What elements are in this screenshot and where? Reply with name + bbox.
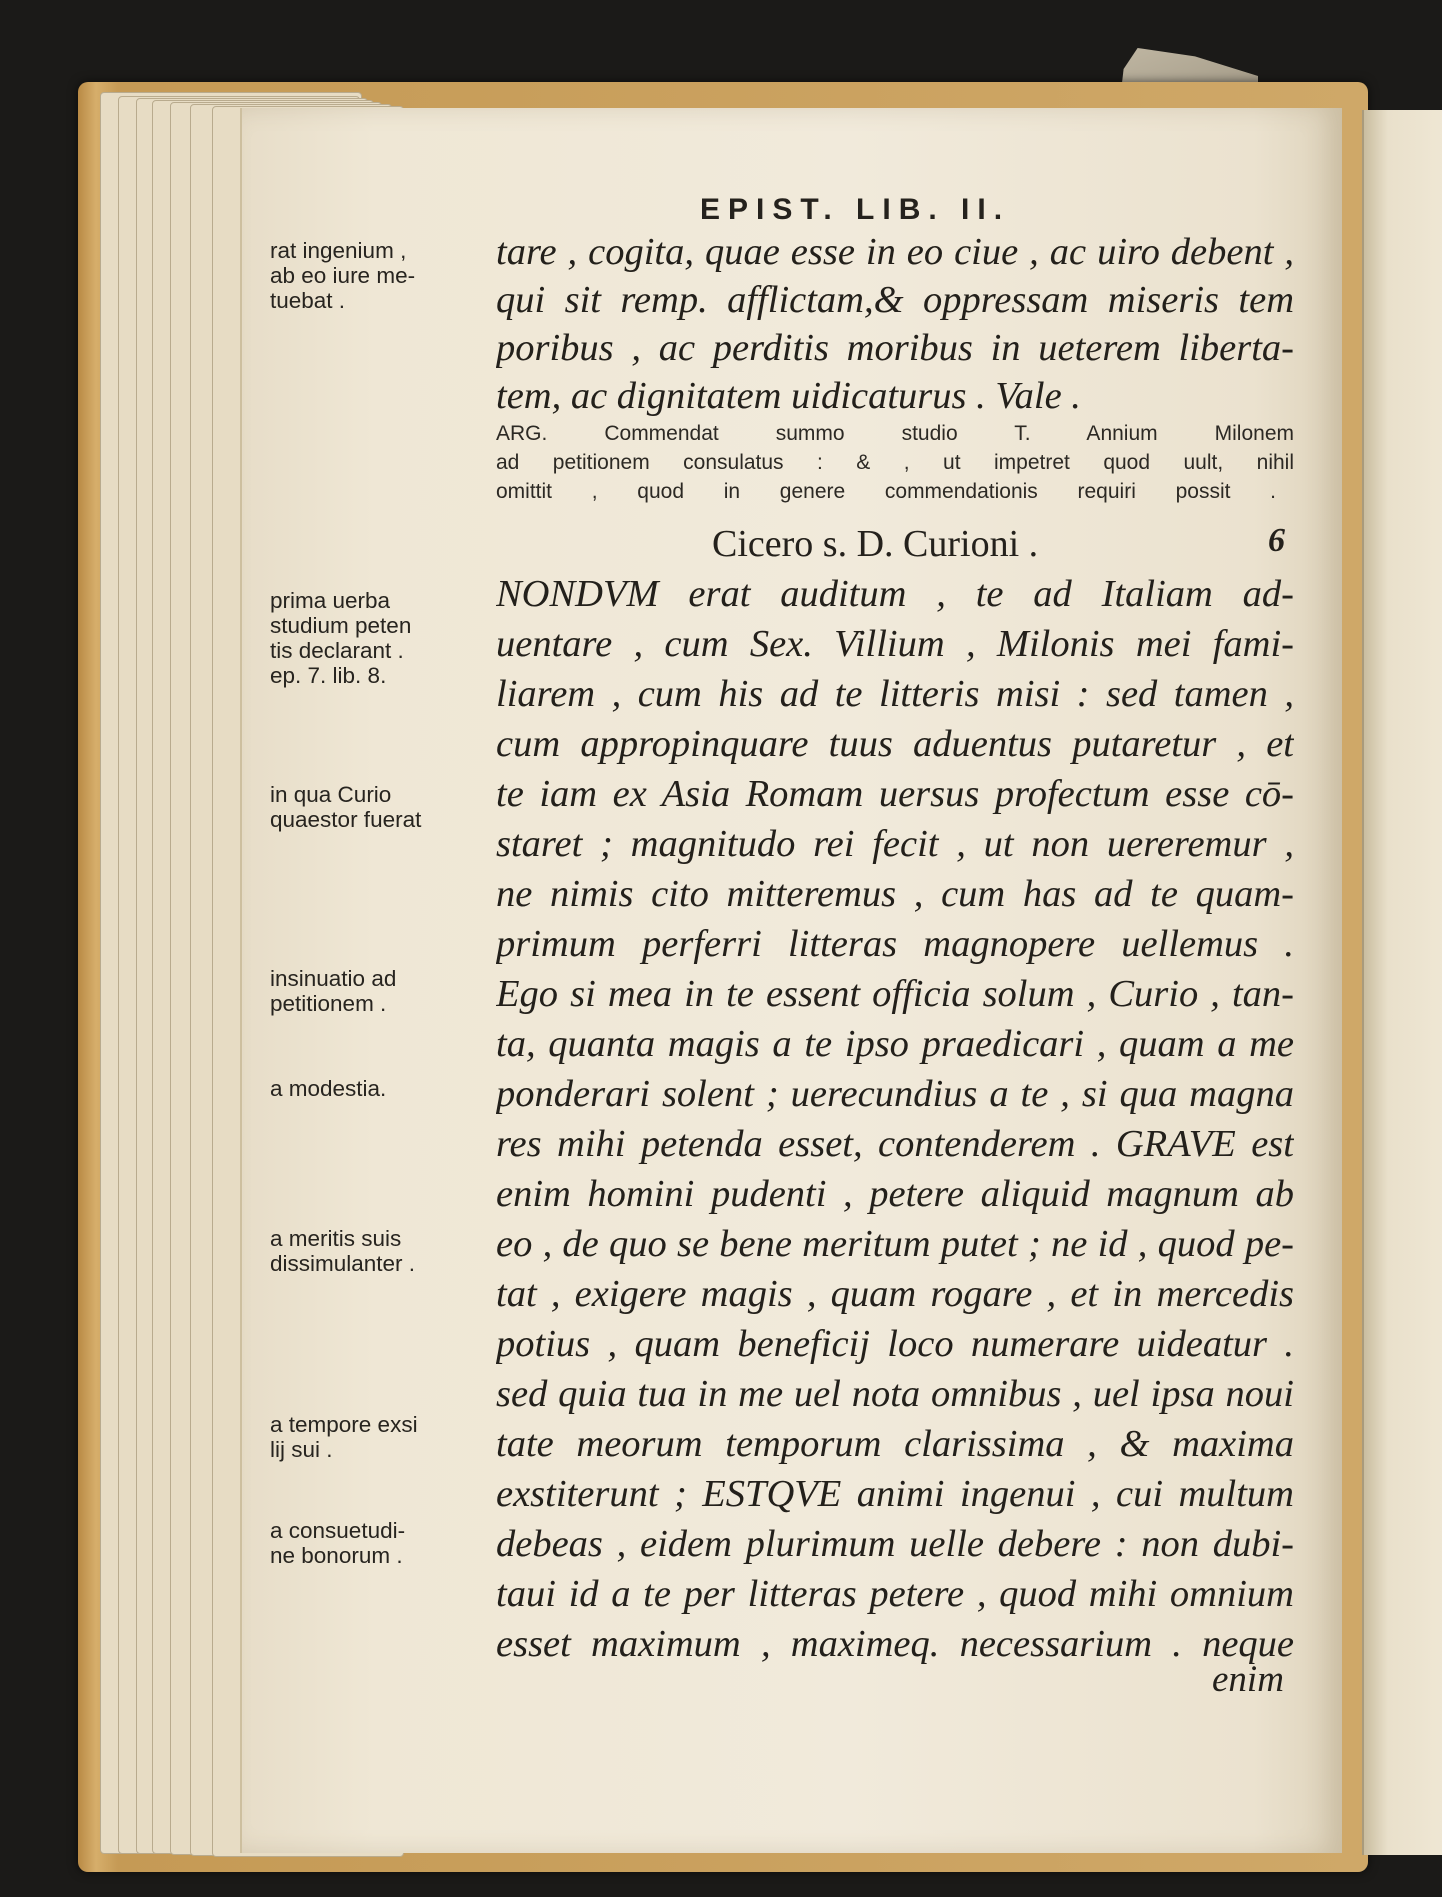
catchword: enim [1212, 1659, 1284, 1700]
text-line: uentare , cum Sex. Villium , Milonis mei fami- [496, 623, 1294, 665]
text-line: NONDVM erat auditum , te ad Italiam ad- [496, 573, 1294, 615]
margin-note-line: ab eo iure me- [270, 263, 416, 288]
letter-heading: Cicero s. D. Curioni . [712, 523, 1039, 565]
text-line: qui sit remp. afflictam,& oppressam miseris tem [496, 279, 1294, 321]
running-head: EPIST. LIB. II. [700, 193, 1011, 226]
margin-note-line: dissimulanter . [270, 1251, 416, 1276]
margin-note [270, 588, 490, 688]
text-line: primum perferri litteras magnopere uellemus . [496, 923, 1294, 965]
argument-line: ad petitionem consulatus : & , ut impetret quod uult, nihil [496, 451, 1294, 474]
text-line: ne nimis cito mitteremus , cum has ad te quam- [496, 873, 1294, 915]
text-line: taui id a te per litteras petere , quod mihi omnium [496, 1573, 1294, 1615]
margin-note [270, 966, 490, 1016]
text-line: sed quia tua in me uel nota omnibus , uel ipsa noui [496, 1373, 1294, 1415]
margin-note-line: lij sui . [270, 1437, 333, 1462]
text-line: poribus , ac perditis moribus in ueterem liberta- [496, 327, 1294, 369]
text-line: esset maximum , maximeq. necessarium . neque [496, 1623, 1294, 1665]
text-line: debeas , eidem plurimum uelle debere : non dubi- [496, 1523, 1294, 1565]
margin-note [270, 1518, 490, 1568]
margin-note [270, 1226, 490, 1276]
text-line: tate meorum temporum clarissima , & maxima [496, 1423, 1294, 1465]
margin-note-line: insinuatio ad [270, 966, 397, 991]
argument-line: ARG. Commendat summo studio T. Annium Milonem [496, 422, 1294, 445]
text-line: res mihi petenda esset, contenderem . GRAVE est [496, 1123, 1294, 1165]
margin-note-line: tis declarant . [270, 638, 404, 663]
argument-line: omittit , quod in genere commendationis requiri possit . [496, 480, 1276, 503]
margin-note-line: ep. 7. lib. 8. [270, 663, 387, 688]
margin-note-line: in qua Curio [270, 782, 392, 807]
text-line: enim homini pudenti , petere aliquid magnum ab [496, 1173, 1294, 1215]
margin-note [270, 782, 490, 832]
margin-note [270, 1076, 490, 1101]
margin-note-line: prima uerba [270, 588, 391, 613]
text-line: liarem , cum his ad te litteris misi : sed tamen , [496, 673, 1294, 715]
text-line: te iam ex Asia Romam uersus profectum esse cō- [496, 773, 1294, 815]
text-line: Ego si mea in te essent officia solum , Curio , tan- [496, 973, 1294, 1015]
text-line: staret ; magnitudo rei fecit , ut non uereremur , [496, 823, 1294, 865]
text-line: ponderari solent ; uerecundius a te , si qua magna [496, 1073, 1294, 1115]
margin-note-line: a modestia. [270, 1076, 387, 1101]
text-line: cum appropinquare tuus aduentus putaretur , et [496, 723, 1294, 765]
margin-note-line: quaestor fuerat [270, 807, 422, 832]
text-line: eo , de quo se bene meritum putet ; ne id , quod pe- [496, 1223, 1294, 1265]
margin-note-line: tuebat . [270, 288, 346, 313]
margin-note-line: petitionem . [270, 991, 387, 1016]
margin-note-line: a consuetudi- [270, 1518, 406, 1543]
text-line: exstiterunt ; ESTQVE animi ingenui , cui multum [496, 1473, 1294, 1515]
margin-note-line: a meritis suis [270, 1226, 402, 1251]
text-line: tare , cogita, quae esse in eo ciue , ac uiro debent , [496, 231, 1294, 273]
margin-note-line: rat ingenium , [270, 238, 407, 263]
text-line: ta, quanta magis a te ipso praedicari , quam a me [496, 1023, 1294, 1065]
text-line: tat , exigere magis , quam rogare , et in mercedis [496, 1273, 1294, 1315]
margin-note-line: studium peten [270, 613, 412, 638]
margin-note [270, 238, 490, 313]
margin-note-line: ne bonorum . [270, 1543, 403, 1568]
text-line: potius , quam beneficij loco numerare uideatur . [496, 1323, 1294, 1365]
margin-note [270, 1412, 490, 1462]
text-line: tem, ac dignitatem uidicaturus . Vale . [496, 375, 1081, 417]
facing-page-edge [1362, 110, 1442, 1855]
letter-number: 6 [1268, 522, 1285, 559]
margin-note-line: a tempore exsi [270, 1412, 418, 1437]
